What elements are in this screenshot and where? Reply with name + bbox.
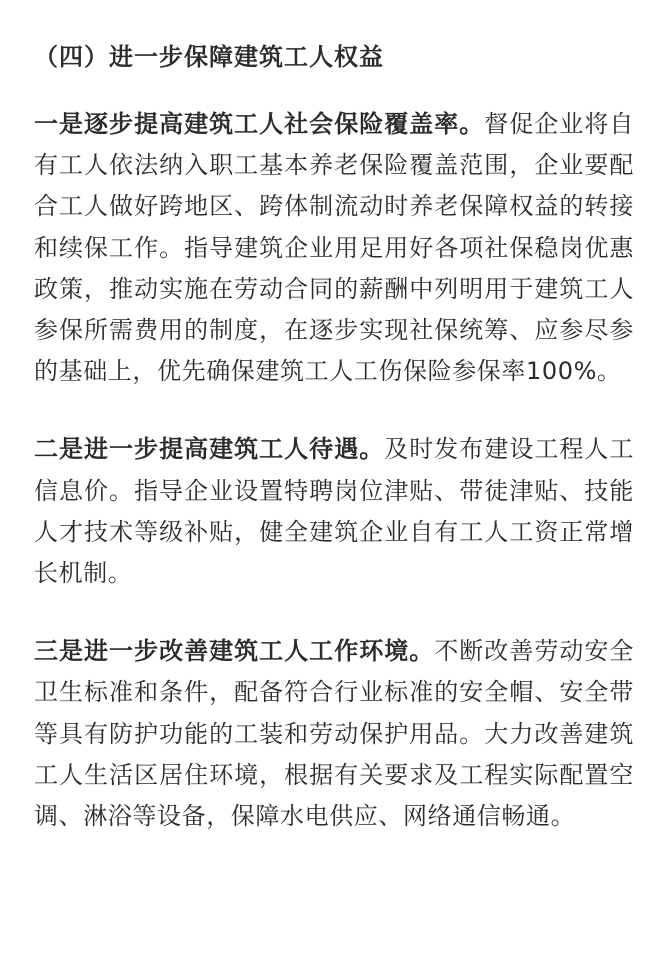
paragraph-worker-pay — [34, 429, 634, 594]
article-body — [34, 30, 634, 837]
paragraph-social-insurance — [34, 104, 634, 392]
paragraph-text: 不断改善劳动安全卫生标准和条件，配备符合行业标准的安全帽、安全带等具有防护功能的工装和劳动保护用品。大力改善建筑工人生活区居住环境，根据有关要求及工程实际配置空调、淋浴等设备，保障水电供应、网络通信畅通。 — [34, 637, 634, 831]
paragraph-text: 及时发布建设工程人工信息价。指导企业设置特聘岗位津贴、带徒津贴、技能人才技术等级补贴，健全建筑企业自有工人工资正常增长机制。 — [34, 435, 635, 588]
paragraph-spacer — [34, 392, 634, 429]
paragraph-spacer — [34, 594, 634, 631]
paragraph-lead: 二是进一步提高建筑工人待遇。 — [34, 435, 385, 464]
section-title: （四）进一步保障建筑工人权益 — [34, 43, 384, 71]
paragraph-lead: 三是进一步改善建筑工人工作环境。 — [34, 637, 435, 666]
paragraph-text: 督促企业将自有工人依法纳入职工基本养老保险覆盖范围，企业要配合工人做好跨地区、跨体制流动时养老保障权益的转接和续保工作。指导建筑企业用足用好各项社保稳岗优惠政策，推动实施在劳动合同的薪酬中列明用于建筑工人参保所需费用的制度，在逐步实现社保统筹、应参尽参的基础上，优先确保建筑工人工伤保险参保率100%。 — [34, 110, 634, 386]
paragraph-lead: 一是逐步提高建筑工人社会保险覆盖率。 — [34, 110, 485, 138]
paragraph-work-environment — [34, 631, 634, 837]
